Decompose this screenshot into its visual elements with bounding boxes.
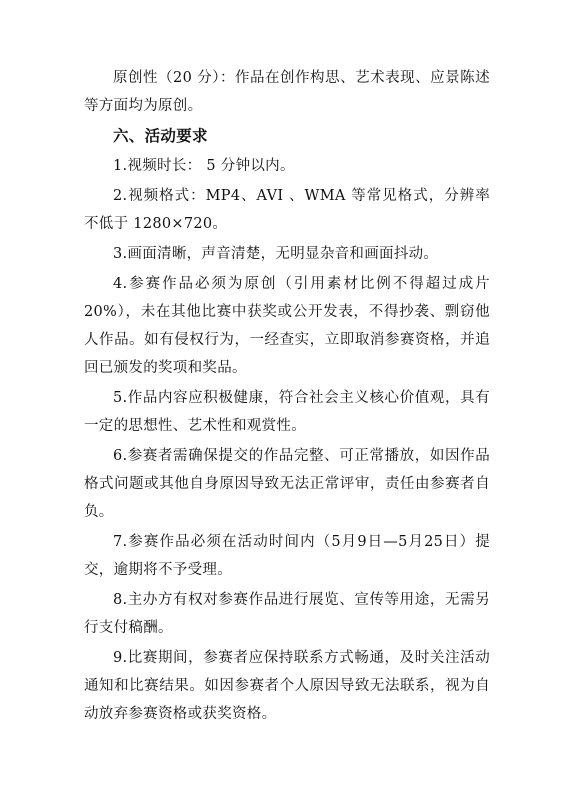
requirement-item-3: 3.画面清晰，声音清楚，无明显杂音和画面抖动。: [113, 246, 439, 262]
requirement-item-9: 9.比赛期间，参赛者应保持联系方式畅通，及时关注活动通知和比赛结果。如因参赛者个人原因导致无法联系，视为自动放弃参赛资格或获奖资格。: [84, 650, 490, 722]
requirement-item-7: 7.参赛作品必须在活动时间内（5月9日—5月25日）提交，逾期将不予受理。: [84, 534, 490, 578]
requirement-item-4: 4.参赛作品必须为原创（引用素材比例不得超过成片20%），未在其他比赛中获奖或公开发表，不得抄袭、剽窃他人作品。如有侵权行为，一经查实，立即取消参赛资格，并追回已颁发的奖项和奖品。: [84, 276, 490, 376]
requirement-item-5: 5.作品内容应积极健康，符合社会主义核心价值观，具有一定的思想性、艺术性和观赏性。: [84, 390, 490, 434]
document-body: [84, 64, 490, 730]
requirement-item-6: 6.参赛者需确保提交的作品完整、可正常播放，如因作品格式问题或其他自身原因导致无法正常评审，责任由参赛者自负。: [84, 448, 490, 520]
requirement-item-2: 2.视频格式：MP4、AVI 、WMA 等常见格式，分辨率不低于 1280×720。: [84, 188, 490, 232]
section-heading: 六、活动要求: [113, 126, 208, 145]
intro-paragraph: 原创性（20 分）：作品在创作构思、艺术表现、应景陈述等方面均为原创。: [84, 70, 490, 114]
requirement-item-8: 8.主办方有权对参赛作品进行展览、宣传等用途，无需另行支付稿酬。: [84, 592, 490, 636]
requirement-item-1: 1.视频时长： 5 分钟以内。: [113, 158, 295, 174]
